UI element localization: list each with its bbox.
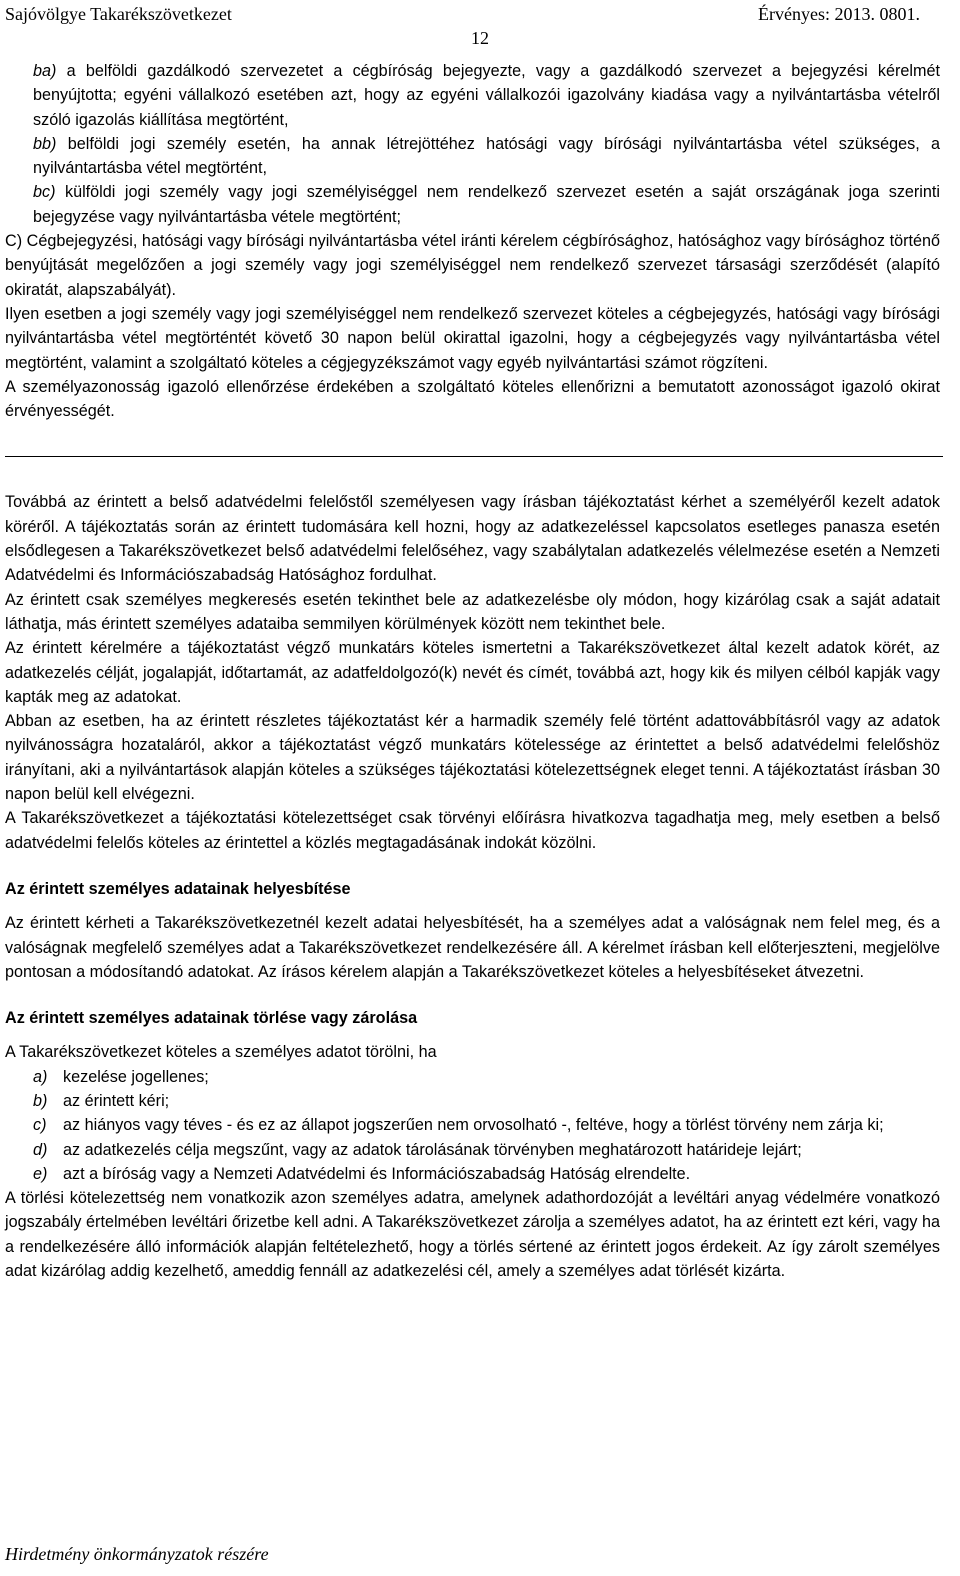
paragraph: Az érintett csak személyes megkeresés esetén tekinthet bele az adatkezelésbe oly módon, hogy kizárólag csak a saját adatait láthatja, más érintett személyes adataiba semmilyen körülmények között nem tekinthet bele.	[5, 590, 940, 633]
header-org: Sajóvölgye Takarékszövetkezet	[5, 4, 232, 24]
item-ba	[5, 59, 940, 132]
list-marker: b)	[33, 1091, 48, 1110]
page-number: 12	[471, 28, 489, 48]
list-item	[5, 1089, 940, 1113]
paragraph: Az érintett kérelmére a tájékoztatást végző munkatárs köteles ismertetni a Takarékszövetkezet által kezelt adatok körét, az adatkezelés célját, jogalapját, időtartamát, az adatfeldolgozó(k) nevét és címét, továbbá azt, hogy kik és milyen célból kapják vagy kapták meg az adatokat.	[5, 639, 940, 706]
paragraph: A Takarékszövetkezet köteles a személyes adatot törölni, ha	[5, 1043, 437, 1062]
page-footer: Hirdetmény önkormányzatok részére	[5, 1544, 269, 1564]
list-item	[5, 1138, 940, 1162]
item-bb	[5, 132, 940, 181]
header-valid-date: Érvényes: 2013. 0801.	[758, 4, 920, 24]
paragraph: C) Cégbejegyzési, hatósági vagy bírósági nyilvántartásba vétel iránti kérelem cégbírósághoz, hatósághoz vagy bírósághoz történő benyújtását megelőzően a jogi személy vagy jogi személyiséggel nem rendelkező szervezet társasági szerződését (alapító okiratát, alapszabályát).	[5, 232, 940, 299]
top-items	[5, 45, 940, 229]
list-text: kezelése jogellenes;	[63, 1067, 209, 1086]
section-heading-correction: Az érintett személyes adatainak helyesbítése	[5, 879, 351, 898]
list-text: az érintett kéri;	[63, 1091, 170, 1110]
item-text: a belföldi gazdálkodó szervezetet a cégbíróság bejegyezte, vagy a gazdálkodó szervezet a bejegyzési kérelmét benyújtotta; egyéni vállalkozó esetében azt, hogy az egyéni vállalkozói igazolvány kiadása vagy a nyilvántartásba vételről szóló igazolás kiállítása megtörtént,	[33, 62, 940, 129]
item-text: belföldi jogi személy esetén, ha annak létrejöttéhez hatósági vagy bírósági nyilvántartásba vétel szükséges, a nyilvántartásba vétel megtörtént,	[33, 134, 940, 178]
list-item	[5, 1113, 940, 1137]
item-bc	[5, 180, 940, 229]
list-text: az hiányos vagy téves - és ez az állapot jogszerűen nem orvosolható -, feltéve, hogy a törlést törvény nem zárja ki;	[63, 1116, 884, 1135]
list-marker: a)	[33, 1067, 48, 1086]
list-marker: d)	[33, 1140, 48, 1159]
divider	[5, 456, 943, 457]
paragraph: Abban az esetben, ha az érintett részletes tájékoztatást kér a harmadik személy felé történt adattovábbításról vagy az adatok nyilvánosságra hozataláról, akkor a tájékoztatást végző munkatárs kötelessége az érintettet a belső adatvédelmi felelőshöz irányítani, aki a nyilvántartások alapján köteles a szükséges tájékoztatási kötelezettségnek eleget tenni. A tájékoztatást írásban 30 napon belül kell elvégezni.	[5, 712, 940, 804]
list-text: azt a bíróság vagy a Nemzeti Adatvédelmi és Információszabadság Hatóság elrendelte.	[63, 1164, 691, 1183]
item-marker: bc)	[33, 183, 56, 202]
section-heading-deletion: Az érintett személyes adatainak törlése vagy zárolása	[5, 1009, 418, 1028]
list-item	[5, 1065, 940, 1089]
list-item	[5, 1162, 940, 1186]
paragraph: A törlési kötelezettség nem vonatkozik azon személyes adatra, amelynek adathordozóját a levéltári anyag védelmére vonatkozó jogszabály értelmében levéltári őrizetbe kell adni. A Takarékszövetkezet zárolja a személyes adatot, ha az érintett ezt kéri, vagy ha a rendelkezésére álló információk alapján feltételezhető, hogy a törlés sértené az érintett jogos érdekeit. Az így zárolt személyes adat kizárólag addig kezelhető, ameddig fennáll az adatkezelési cél, amely a személyes adat törlését kizárta.	[5, 1189, 940, 1281]
item-marker: ba)	[33, 62, 57, 80]
paragraph: A személyazonosság igazoló ellenőrzése érdekében a szolgáltató köteles ellenőrizni a bemutatott azonosságot igazoló okirat érvényességét.	[5, 377, 940, 421]
paragraph: Ilyen esetben a jogi személy vagy jogi személyiséggel nem rendelkező szervezet köteles a cégbejegyzés, hatósági vagy bírósági nyilvántartásba vétel megtörténtét követő 30 napon belül okirattal igazolni, hogy a cégbejegyzés vagy nyilvántartásba vétel megtörtént, valamint a szolgáltató köteles a cégjegyzékszámot vagy egyéb nyilvántartási számot rögzíteni.	[5, 304, 940, 372]
page-header	[5, 4, 920, 28]
list-marker: c)	[33, 1116, 47, 1135]
paragraph: Az érintett kérheti a Takarékszövetkezetnél kezelt adatai helyesbítését, ha a személyes adat a valóságnak nem felel meg, és a valóságnak megfelelő személyes adat a Takarékszövetkezet rendelkezésére áll. A kérelmet írásban kell előterjeszteni, megjelölve pontosan a módosítandó adatokat. Az írásos kérelem alapján a Takarékszövetkezet köteles a helyesbítéseket átvezetni.	[5, 914, 940, 981]
document-body	[5, 45, 940, 1283]
list-text: az adatkezelés célja megszűnt, vagy az adatok tárolásának törvényben meghatározott határideje lejárt;	[63, 1140, 802, 1159]
paragraph: Továbbá az érintett a belső adatvédelmi felelőstől személyesen vagy írásban tájékoztatást kérhet a személyéről kezelt adatok köréről. A tájékoztatás során az érintett tudomására kell hozni, hogy az adatkezeléssel kapcsolatos esetleges panasza esetén elsődlegesen a Takarékszövetkezet belső adatvédelmi felelőséhez, vagy szabálytalan adatkezelés vélelmezése esetén a Nemzeti Adatvédelmi és Információszabadság Hatósághoz fordulhat.	[5, 493, 940, 585]
list-marker: e)	[33, 1164, 48, 1183]
item-text: külföldi jogi személy vagy jogi személyiséggel nem rendelkező szervezet esetén a saját országának joga szerinti bejegyzése vagy nyilvántartásba vétele megtörtént;	[33, 183, 940, 226]
item-marker: bb)	[33, 134, 57, 153]
paragraph: A Takarékszövetkezet a tájékoztatási kötelezettséget csak törvényi előírásra hivatkozva tagadhatja meg, mely esetben a belső adatvédelmi felelős köteles az érintettel a közlés megtagadásának indokát közölni.	[5, 809, 940, 852]
deletion-list	[5, 1065, 940, 1186]
